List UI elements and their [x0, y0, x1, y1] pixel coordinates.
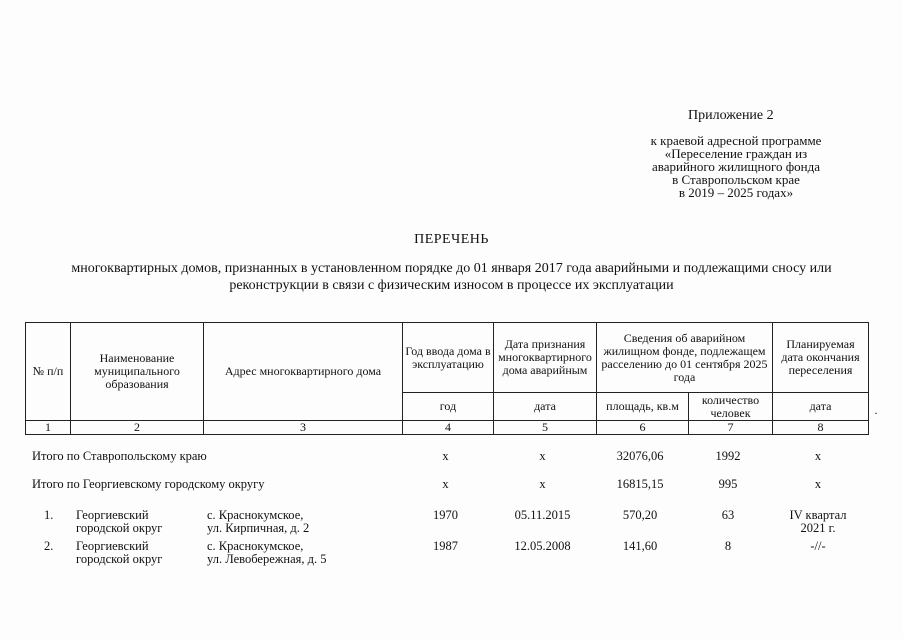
row-municipality: городской округ [76, 521, 163, 535]
row-planned: IV квартал [789, 508, 847, 522]
appendix-line: аварийного жилищного фонда [651, 159, 820, 174]
row-year: 1970 [433, 508, 458, 522]
col-number: 7 [689, 421, 773, 435]
header-address: Адрес многоквартирного дома [204, 323, 403, 421]
header-planned: Планируемая дата окончания переселения [773, 323, 869, 393]
row-municipality: Георгиевский [76, 508, 149, 522]
row-municipality: Георгиевский [76, 539, 149, 553]
total-planned: х [814, 477, 822, 491]
header-num: № п/п [26, 323, 71, 421]
appendix-line: в Ставропольском крае [672, 172, 800, 187]
header-table [25, 322, 869, 435]
col-number: 3 [204, 421, 403, 435]
col-number: 1 [26, 421, 71, 435]
total-year: х [442, 449, 449, 463]
subheader-year: год [403, 393, 494, 421]
total-date: х [539, 449, 546, 463]
row-date: 12.05.2008 [514, 539, 571, 553]
row-date: 05.11.2015 [514, 508, 571, 522]
total-area: 32076,06 [616, 449, 664, 463]
total-label: Итого по Ставропольскому краю [32, 449, 207, 463]
row-address: ул. Кирпичная, д. 2 [207, 521, 310, 535]
row-num: 2. [44, 539, 54, 553]
total-people: 995 [718, 477, 738, 491]
margin-mark: · [874, 406, 878, 420]
row-area: 570,20 [622, 508, 658, 522]
row-address: с. Краснокумское, [207, 508, 304, 522]
header-date: Дата признания многоквартирного дома аварийным [494, 323, 597, 393]
subheader-people: количество человек [689, 393, 773, 421]
total-people: 1992 [715, 449, 741, 463]
total-area: 16815,15 [616, 477, 664, 491]
total-year: х [442, 477, 449, 491]
header-year: Год ввода дома в эксплуатацию [403, 323, 494, 393]
col-number: 5 [494, 421, 597, 435]
subtitle-line: многоквартирных домов, признанных в установленном порядке до 01 января 2017 года аварийными и подлежащими сносу или [71, 261, 832, 276]
row-people: 63 [721, 508, 735, 522]
document-heading: ПЕРЕЧЕНЬ [414, 232, 489, 247]
row-municipality: городской округ [76, 552, 163, 566]
subheader-planned: дата [773, 393, 869, 421]
row-people: 8 [724, 539, 732, 553]
appendix-lines [636, 134, 836, 199]
row-planned: 2021 г. [800, 521, 836, 535]
appendix-line: «Переселение граждан из [664, 146, 808, 161]
row-address: с. Краснокумское, [207, 539, 304, 553]
row-year: 1987 [433, 539, 458, 553]
header-municipality: Наименование муниципального образования [71, 323, 204, 421]
row-address: ул. Левобережная, д. 5 [207, 552, 327, 566]
col-number: 2 [71, 421, 204, 435]
document-subtitle [30, 260, 873, 294]
total-planned: х [814, 449, 822, 463]
col-number: 8 [773, 421, 869, 435]
header-info: Сведения об аварийном жилищном фонде, подлежащем расселению до 01 сентября 2025 года [597, 323, 773, 393]
col-number: 6 [597, 421, 689, 435]
col-number: 4 [403, 421, 494, 435]
subtitle-line: реконструкции в связи с физическим износом в процессе их эксплуатации [229, 278, 674, 293]
row-area: 141,60 [622, 539, 658, 553]
total-label: Итого по Георгиевскому городскому округу [32, 477, 265, 491]
row-num: 1. [44, 508, 54, 522]
appendix-title: Приложение 2 [688, 108, 774, 123]
total-date: х [539, 477, 546, 491]
subheader-date: дата [494, 393, 597, 421]
appendix-line: к краевой адресной программе [650, 133, 822, 148]
row-planned: -//- [810, 539, 826, 553]
subheader-area: площадь, кв.м [597, 393, 689, 421]
appendix-line: в 2019 – 2025 годах» [678, 185, 794, 200]
